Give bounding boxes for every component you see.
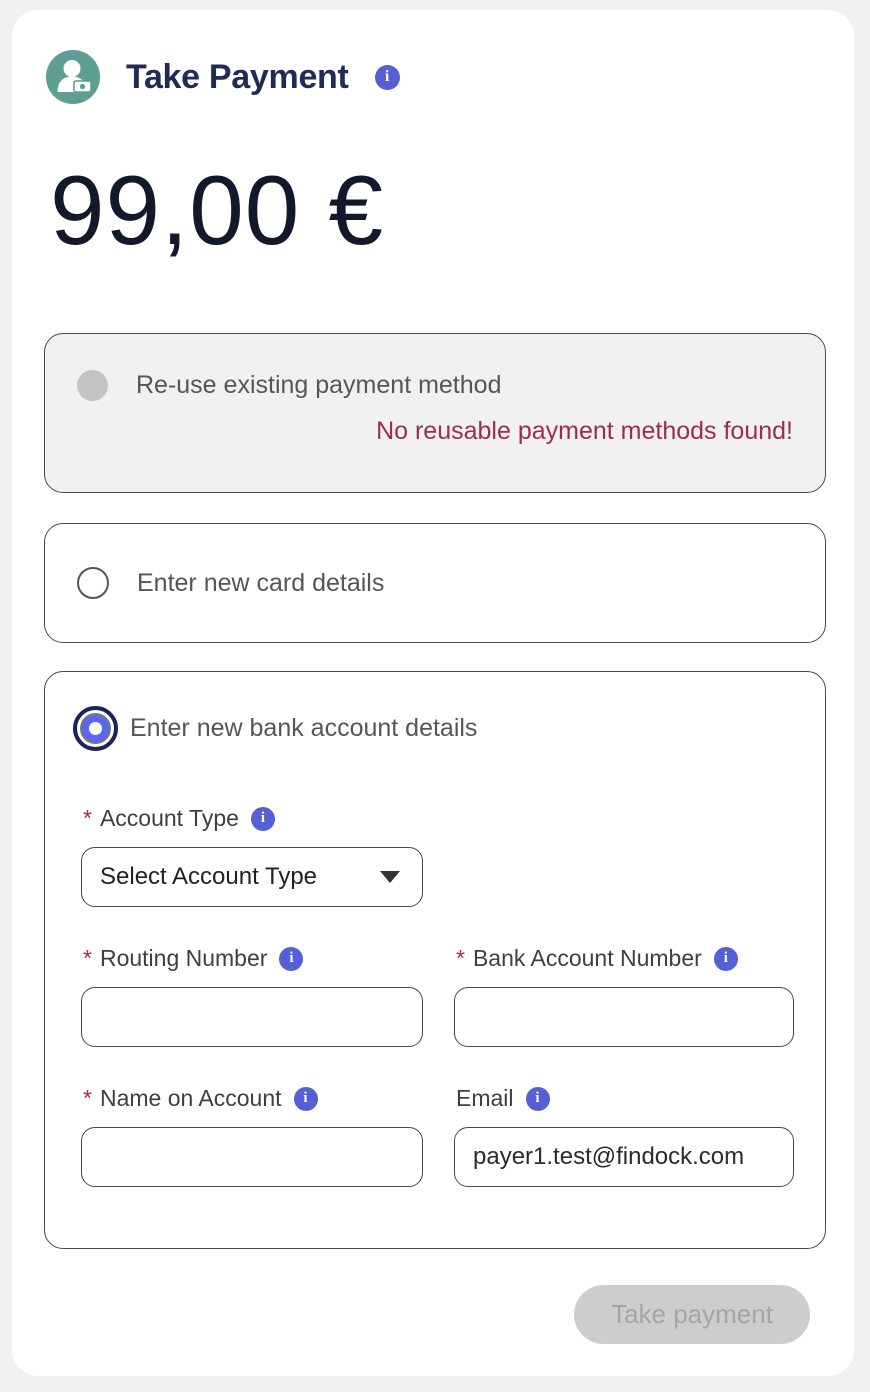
option-new-bank-label: Enter new bank account details (130, 714, 478, 742)
email-info-icon[interactable]: i (526, 1087, 550, 1111)
option-reuse-label: Re-use existing payment method (136, 371, 502, 399)
email-label: Email (456, 1085, 514, 1111)
account-type-info-icon[interactable]: i (251, 807, 275, 831)
option-new-card[interactable] (44, 523, 826, 643)
routing-number-info-icon[interactable]: i (279, 947, 303, 971)
radio-new-bank-selected[interactable] (73, 706, 118, 751)
name-on-account-info-icon[interactable]: i (294, 1087, 318, 1111)
email-input[interactable] (454, 1127, 794, 1187)
option-reuse-payment-method[interactable] (44, 333, 826, 493)
required-marker: * (83, 1085, 92, 1111)
required-marker: * (83, 945, 92, 971)
payment-amount: 99,00 € (50, 155, 384, 265)
name-on-account-input[interactable] (81, 1127, 423, 1187)
option-new-bank-account (44, 671, 826, 1249)
no-reusable-methods-message: No reusable payment methods found! (376, 417, 793, 445)
chevron-down-icon (380, 871, 400, 883)
bank-account-number-info-icon[interactable]: i (714, 947, 738, 971)
bank-account-number-label: Bank Account Number (472, 945, 702, 971)
required-marker: * (456, 945, 465, 971)
header (46, 50, 822, 104)
option-new-card-label: Enter new card details (137, 568, 385, 597)
account-type-label: Account Type (99, 805, 239, 831)
info-icon[interactable]: i (375, 65, 400, 90)
take-payment-button[interactable]: Take payment (574, 1285, 810, 1344)
radio-new-card[interactable] (77, 567, 109, 599)
field-bank-account-number (454, 945, 794, 1047)
routing-number-input[interactable] (81, 987, 423, 1047)
payment-contact-icon (46, 50, 100, 104)
field-name-on-account (81, 1085, 423, 1187)
bank-option-row[interactable] (73, 706, 793, 751)
required-marker: * (83, 805, 92, 831)
take-payment-card (12, 10, 854, 1376)
bank-account-number-input[interactable] (454, 987, 794, 1047)
field-account-type (81, 805, 423, 907)
routing-number-label: Routing Number (99, 945, 268, 971)
radio-reuse-disabled[interactable] (77, 370, 108, 401)
name-on-account-label: Name on Account (99, 1085, 282, 1111)
account-type-select[interactable] (81, 847, 423, 907)
field-routing-number (81, 945, 423, 1047)
footer (44, 1285, 822, 1344)
field-email (454, 1085, 794, 1187)
account-type-select-value: Select Account Type (100, 863, 318, 890)
page-title: Take Payment (126, 57, 349, 96)
bank-details-form (81, 805, 793, 1187)
